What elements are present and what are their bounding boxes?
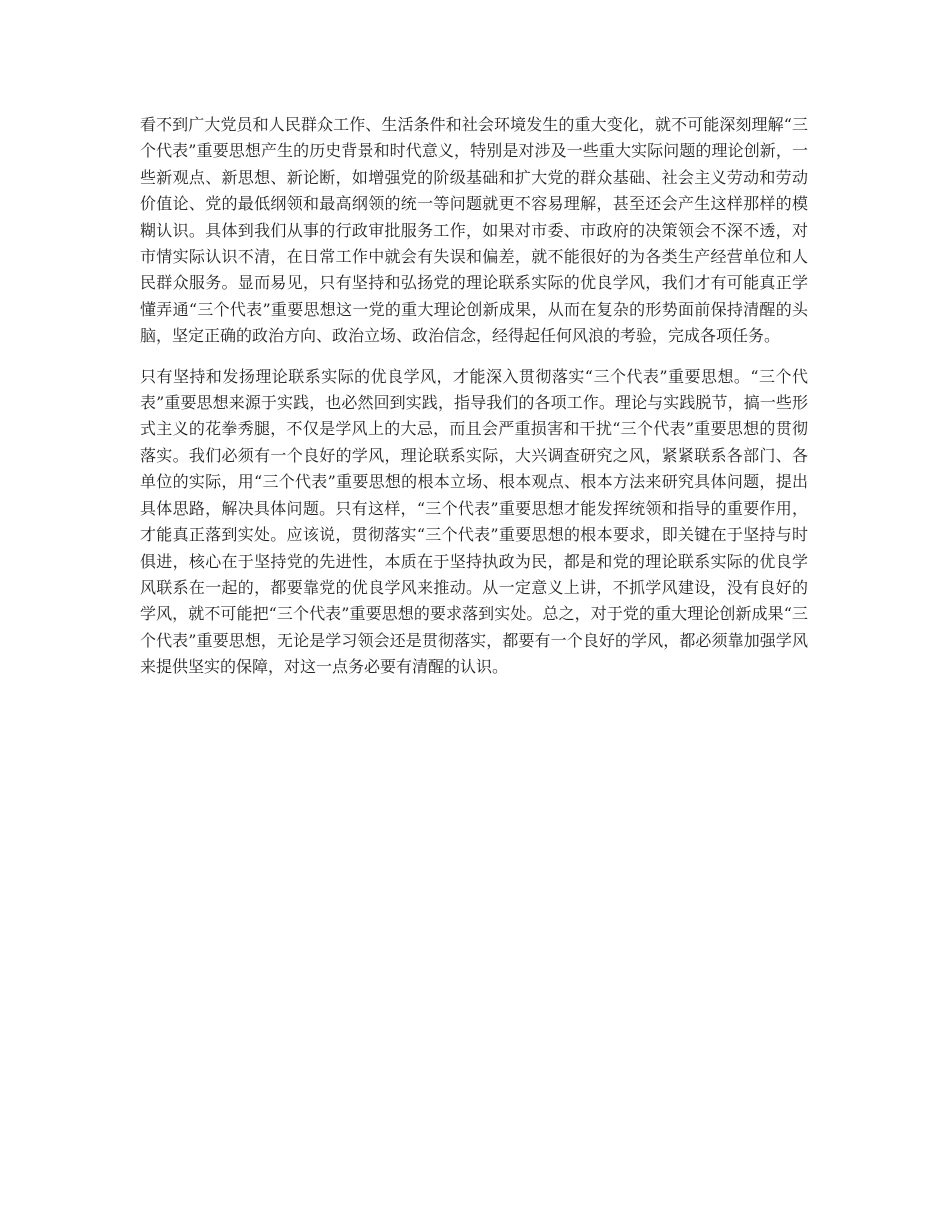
paragraph-2: 只有坚持和发扬理论联系实际的优良学风，才能深入贯彻落实“三个代表”重要思想。“三个代表”重要思想来源于实践，也必然回到实践，指导我们的各项工作。理论与实践脱节，搞一些形式主义的花拳秀腿，不仅是学风上的大忌，而且会严重损害和干扰“三个代表”重要思想的贯彻落实。我们必须有一个良好的学风，理论联系实际，大兴调查研究之风，紧紧联系各部门、各单位的实际，用“三个代表”重要思想的根本立场、根本观点、根本方法来研究具体问题，提出具体思路，解决具体问题。只有这样，“三个代表”重要思想才能发挥统领和指导的重要作用，才能真正落到实处。应该说，贯彻落实“三个代表”重要思想的根本要求，即关键在于坚持与时俱进，核心在于坚持党的先进性，本质在于坚持执政为民，都是和党的理论联系实际的优良学风联系在一起的，都要靠党的优良学风来推动。从一定意义上讲，不抓学风建设，没有良好的学风，就不可能把“三个代表”重要思想的要求落到实处。总之，对于党的重大理论创新成果“三个代表”重要思想，无论是学习领会还是贯彻落实，都要有一个良好的学风，都必须靠加强学风来提供坚实的保障，对这一点务必要有清醒的认识。: [140, 366, 808, 677]
document-body: [140, 112, 808, 695]
paragraph-1: 看不到广大党员和人民群众工作、生活条件和社会环境发生的重大变化，就不可能深刻理解“三个代表”重要思想产生的历史背景和时代意义，特别是对涉及一些重大实际问题的理论创新，一些新观点、新思想、新论断，如增强党的阶级基础和扩大党的群众基础、社会主义劳动和劳动价值论、党的最低纲领和最高纲领的统一等问题就更不容易理解，甚至还会产生这样那样的模糊认识。具体到我们从事的行政审批服务工作，如果对市委、市政府的决策领会不深不透，对市情实际认识不清，在日常工作中就会有失误和偏差，就不能很好的为各类生产经营单位和人民群众服务。显而易见，只有坚持和弘扬党的理论联系实际的优良学风，我们才有可能真正学懂弄通“三个代表”重要思想这一党的重大理论创新成果，从而在复杂的形势面前保持清醒的头脑，坚定正确的政治方向、政治立场、政治信念，经得起任何风浪的考验，完成各项任务。: [140, 115, 808, 346]
